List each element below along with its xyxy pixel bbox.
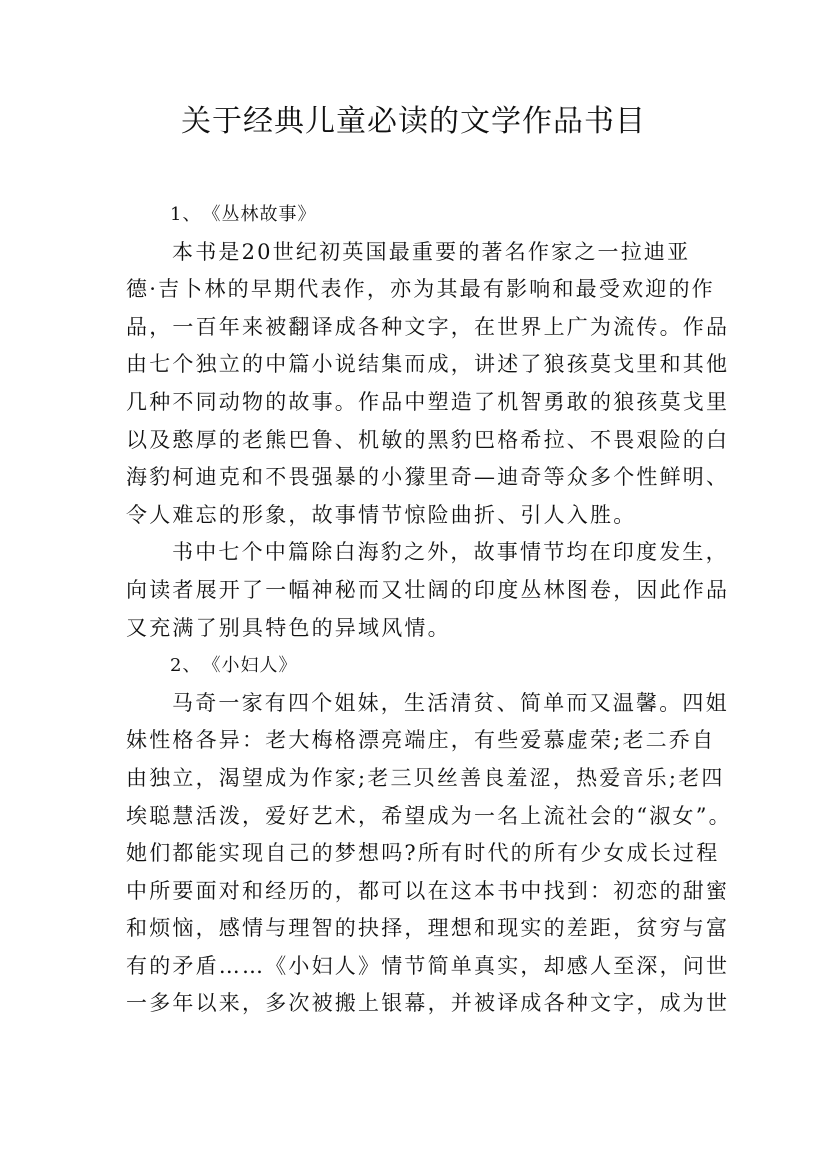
text-line: 又充满了别具特色的异域风情。: [126, 615, 451, 640]
text-line: 埃聪慧活泼，爱好艺术，希望成为一名上流社会的“淑女”。: [126, 803, 732, 828]
text-line: 和烦恼，感情与理智的抉择，理想和现实的差距，贫穷与富: [126, 916, 730, 941]
paragraph: [126, 685, 732, 1023]
paragraph: [126, 534, 730, 647]
text-line: 由七个独立的中篇小说结集而成，讲述了狼孩莫戈里和其他: [126, 352, 730, 377]
text-line: 德·吉卜林的早期代表作，亦为其最有影响和最受欢迎的作: [126, 277, 715, 302]
document-title: 关于经典儿童必读的文学作品书目: [181, 104, 646, 139]
section-heading: 2、 《小妇人》: [170, 655, 298, 677]
text-line: 她们都能实现自己的梦想吗?所有时代的所有少女成长过程: [126, 841, 720, 866]
text-line: 妹性格各异：老大梅格漂亮端庄，有些爱慕虚荣;老二乔自: [126, 728, 716, 753]
text-line: 令人难忘的形象，故事情节惊险曲折、引人入胜。: [126, 502, 637, 527]
document-body: [126, 196, 732, 1023]
text-line: 向读者展开了一幅神秘而又壮阔的印度丛林图卷，因此作品: [126, 577, 730, 602]
text-line: 有的矛盾……《小妇人》情节简单真实，却感人至深，问世: [126, 953, 730, 978]
text-line: 品，一百年来被翻译成各种文字，在世界上广为流传。作品: [126, 314, 730, 339]
text-line: 一多年以来，多次被搬上银幕，并被译成各种文字，成为世: [126, 991, 730, 1016]
text-line: 书中七个中篇除白海豹之外，故事情节均在印度发生，: [172, 540, 729, 565]
text-line: 中所要面对和经历的，都可以在这本书中找到：初恋的甜蜜: [126, 878, 730, 903]
text-line: 马奇一家有四个姐妹，生活清贫、简单而又温馨。四姐: [172, 690, 729, 715]
text-line: 几种不同动物的故事。作品中塑造了机智勇敢的狼孩莫戈里: [126, 389, 730, 414]
text-line: 由独立，渴望成为作家;老三贝丝善良羞涩，热爱音乐;老四: [126, 765, 725, 790]
paragraph: [126, 234, 730, 535]
text-line: 以及憨厚的老熊巴鲁、机敏的黑豹巴格希拉、不畏艰险的白: [126, 427, 730, 452]
text-line: 本书是20世纪初英国最重要的著名作家之一拉迪亚: [172, 239, 691, 264]
section-heading: 1、 《丛林故事》: [170, 204, 317, 225]
text-line: 海豹柯迪克和不畏强暴的小獴里奇—迪奇等众多个性鲜明、: [126, 465, 730, 490]
